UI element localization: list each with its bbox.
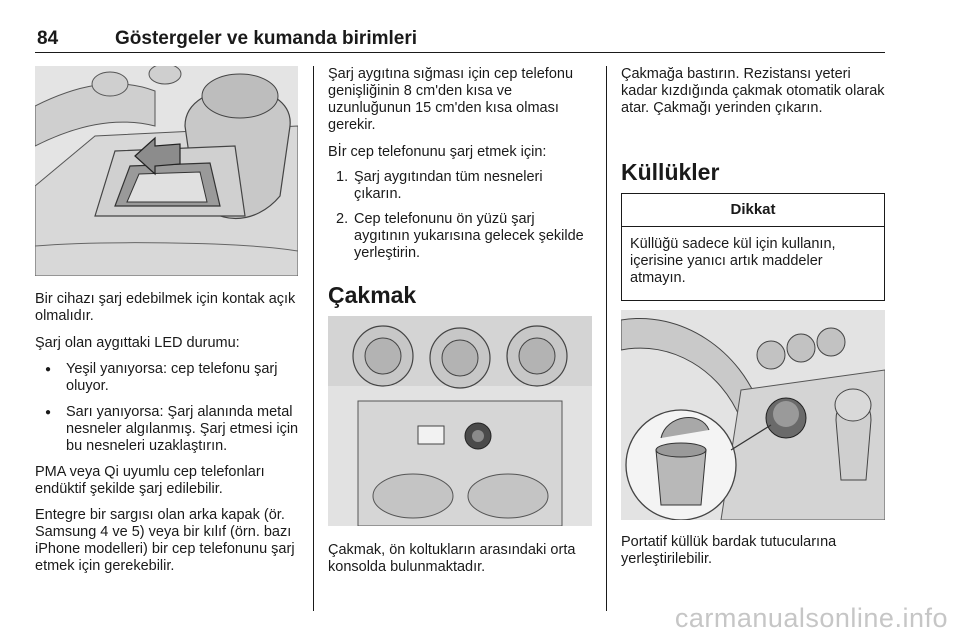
- paragraph: Entegre bir sargısı olan arka kapak (ör. Samsung 4 ve 5) veya bir kılıf (örn. bazı iPhone modelleri) bir cep telefonunu şarj etmek için gerekebilir.: [35, 507, 295, 574]
- watermark: carmanualsonline.info: [674, 603, 948, 633]
- paragraph: Bir cihazı şarj edebilmek için kontak açık olmalıdır.: [35, 291, 296, 324]
- paragraph: Çakmak, ön koltukların arasındaki orta konsolda bulunmaktadır.: [328, 542, 576, 575]
- notice-body: [622, 227, 884, 295]
- column-1-text: [35, 291, 300, 575]
- list-item: ● Yeşil yanıyorsa: cep telefonu şarj oluyor.: [35, 361, 300, 395]
- wireless-charger-illustration: [35, 66, 298, 276]
- page-number: 84: [37, 28, 59, 49]
- list-item: 1. Şarj aygıtından tüm nesneleri çıkarın.: [336, 169, 543, 202]
- paragraph: Bİr cep telefonunu şarj etmek için:: [328, 144, 547, 160]
- column-divider-left: [313, 66, 314, 611]
- list-item: 2. Cep telefonunu ön yüzü şarj aygıtının yukarısına gelecek şekilde yerleştirin.: [336, 211, 584, 261]
- paragraph: Küllüğü sadece kül için kullanın, içerisine yanıcı artık maddeler atmayın.: [630, 236, 836, 286]
- paragraph: Şarj aygıtına sığması için cep telefonu genişliğinin 8 cm'den kısa ve uzunluğunun 15 cm'den kısa olması gerekir.: [328, 66, 574, 133]
- paragraph: PMA veya Qi uyumlu cep telefonları endüktif şekilde şarj edilebilir.: [35, 464, 265, 497]
- paragraph: Portatif küllük bardak tutucularına yerleştirilebilir.: [621, 534, 837, 567]
- page-header: [35, 26, 885, 53]
- page-title: Göstergeler ve kumanda birimleri: [115, 28, 418, 49]
- notice-title: Dikkat: [622, 194, 884, 227]
- caution-notice: [621, 193, 885, 301]
- section-heading-ashtrays: Küllükler: [621, 159, 720, 185]
- column-2-lighter-text: [328, 542, 593, 576]
- led-status-list: [35, 361, 300, 455]
- column-3-ashtray-text: [621, 534, 885, 568]
- section-heading-lighter: Çakmak: [328, 282, 417, 308]
- portable-ashtray-illustration: [621, 310, 885, 520]
- column-3-text: [621, 66, 885, 117]
- list-item: ● Sarı yanıyorsa: Şarj alanında metal nesneler algılanmış. Şarj etmesi için bu nesneleri uzaklaştırın.: [35, 404, 300, 455]
- column-2-text: [328, 66, 593, 262]
- column-divider-right: [606, 66, 607, 611]
- charging-steps-list: [328, 169, 593, 262]
- paragraph: Çakmağa bastırın. Rezistansı yeteri kadar kızdığında çakmak otomatik olarak atar. Çakmağı yerinden çıkarın.: [621, 66, 885, 116]
- paragraph: Şarj olan aygıttaki LED durumu:: [35, 335, 240, 351]
- cigarette-lighter-illustration: [328, 316, 592, 526]
